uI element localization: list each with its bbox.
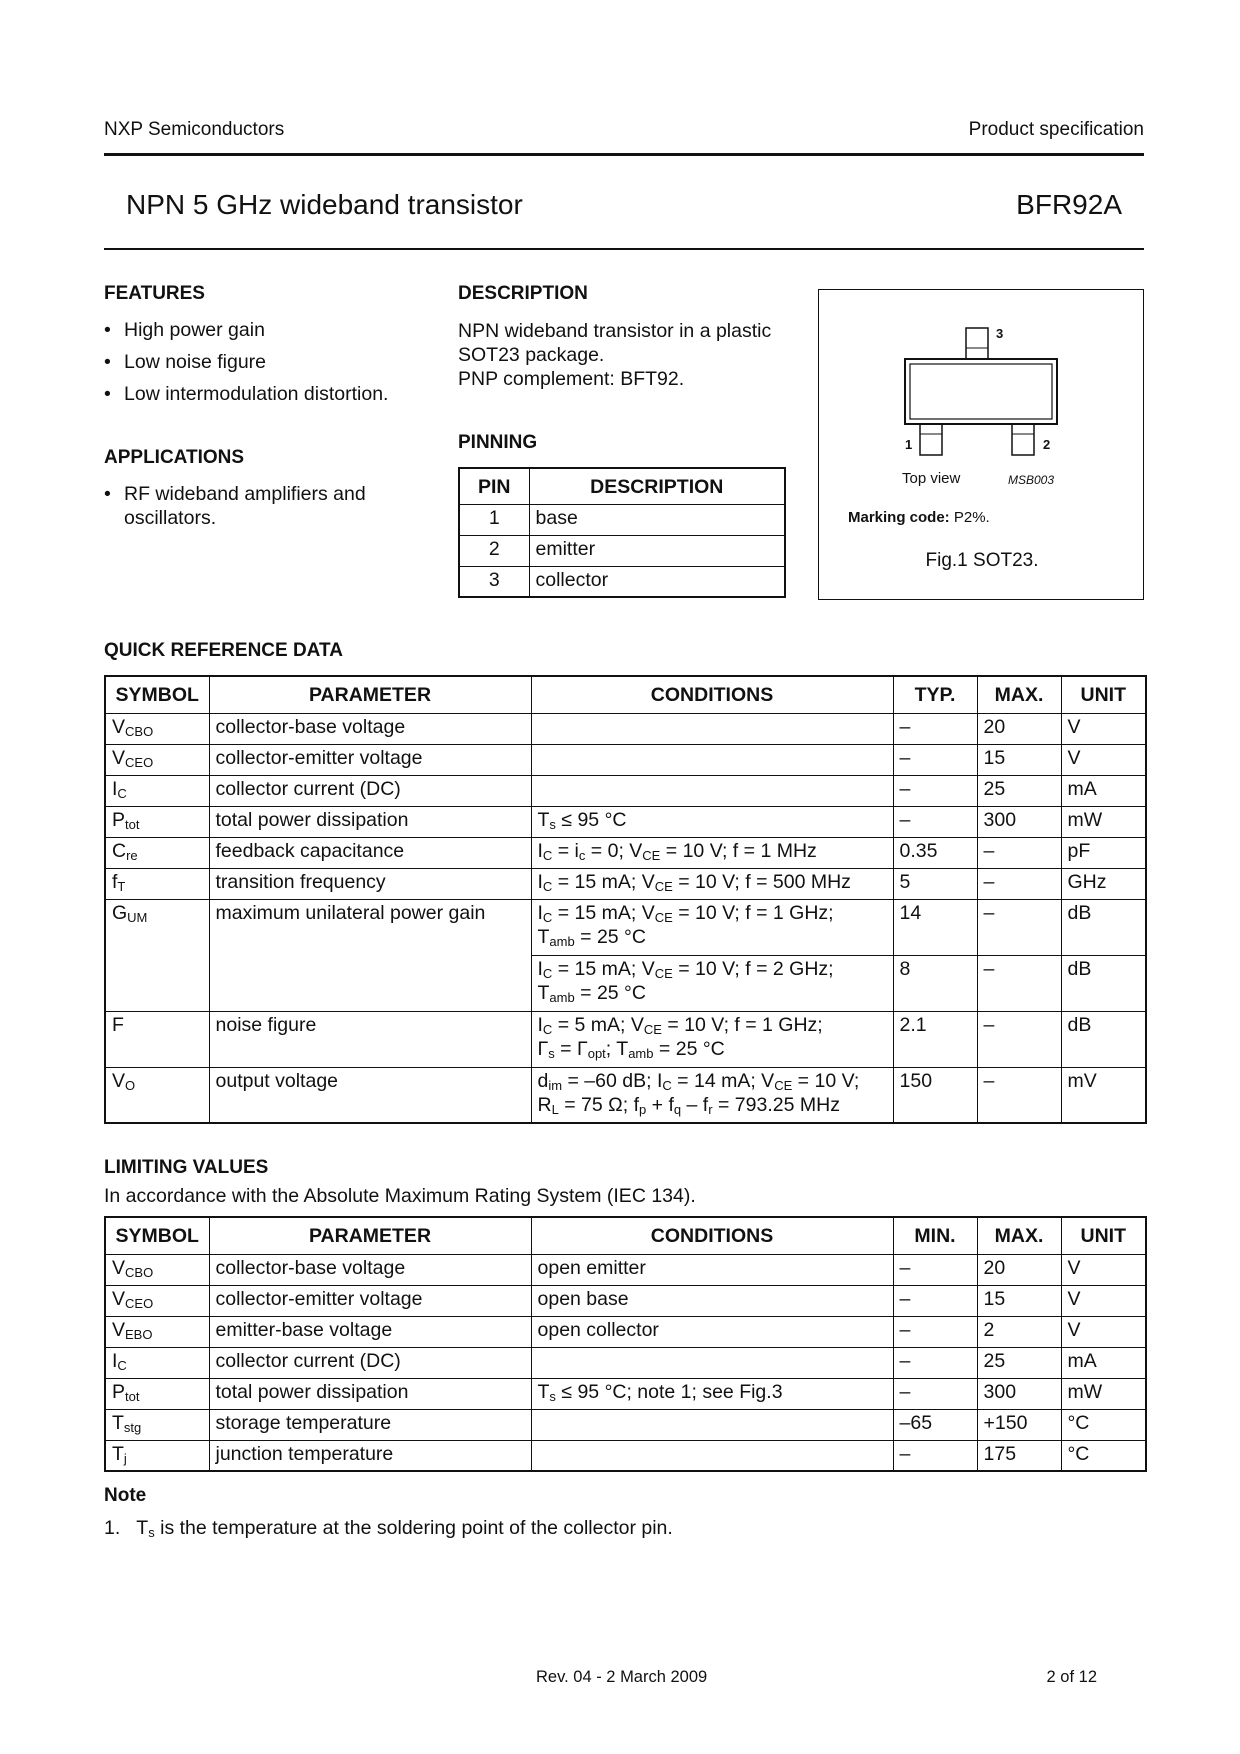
conditions: open base	[531, 1285, 893, 1316]
table-row	[105, 1316, 1146, 1347]
max-value: 300	[977, 1378, 1061, 1409]
max-value: 15	[977, 744, 1061, 775]
pin-1-label: 1	[905, 437, 913, 452]
pinning-table	[458, 467, 786, 598]
max-value: –	[977, 837, 1061, 868]
limiting-values-intro: In accordance with the Absolute Maximum Rating System (IEC 134).	[104, 1185, 696, 1207]
description-text	[458, 319, 771, 391]
list-item: • RF wideband amplifiers and oscillators.	[104, 482, 394, 530]
table-row	[105, 1067, 1146, 1123]
col-conditions: CONDITIONS	[531, 676, 893, 713]
pin-description: base	[529, 504, 785, 535]
parameter: emitter-base voltage	[209, 1316, 531, 1347]
max-value: 20	[977, 713, 1061, 744]
unit: dB	[1061, 1011, 1146, 1067]
symbol: $T_j$	[105, 1440, 209, 1471]
typ-value: 8	[893, 955, 977, 1011]
symbol: $T_{stg}$	[105, 1409, 209, 1440]
max-value: +150	[977, 1409, 1061, 1440]
max-value: 25	[977, 1347, 1061, 1378]
parameter: noise figure	[209, 1011, 531, 1067]
symbol: $C_{re}$	[105, 837, 209, 868]
symbol: $I_C$	[105, 775, 209, 806]
conditions: $I_C = 15$ mA; $V_{CE} = 10$ V; f = 2 GHz; $T_{amb} = 25$ °C	[531, 955, 893, 1011]
conditions: $d_{im} = -60$ dB; $I_C = 14$ mA; $V_{CE} = 10$ V; $R_L = 75$ Ω; $f_p + f_q - f_r = 793.25$ MHz	[531, 1067, 893, 1123]
conditions: open collector	[531, 1316, 893, 1347]
table-header-row	[459, 468, 785, 504]
parameter: feedback capacitance	[209, 837, 531, 868]
col-pin: PIN	[459, 468, 529, 504]
unit: mW	[1061, 806, 1146, 837]
table-row	[105, 1285, 1146, 1316]
max-value: –	[977, 1011, 1061, 1067]
symbol: $G_{UM}$	[105, 899, 209, 1011]
unit: °C	[1061, 1409, 1146, 1440]
table-row	[105, 1011, 1146, 1067]
conditions	[531, 1440, 893, 1471]
pin-number: 3	[459, 566, 529, 597]
max-value: 20	[977, 1254, 1061, 1285]
table-row	[105, 837, 1146, 868]
conditions	[531, 775, 893, 806]
typ-value: 14	[893, 899, 977, 955]
max-value: 15	[977, 1285, 1061, 1316]
unit: V	[1061, 744, 1146, 775]
pin-number: 2	[459, 535, 529, 566]
parameter: output voltage	[209, 1067, 531, 1123]
min-value: –	[893, 1285, 977, 1316]
features-list	[104, 318, 424, 406]
parameter: total power dissipation	[209, 1378, 531, 1409]
marking-code-value: P2%.	[953, 509, 990, 526]
parameter: maximum unilateral power gain	[209, 899, 531, 1011]
pin-2-label: 2	[1043, 437, 1051, 452]
top-view-label: Top view	[902, 470, 961, 487]
unit: dB	[1061, 955, 1146, 1011]
symbol: F	[105, 1011, 209, 1067]
unit: °C	[1061, 1440, 1146, 1471]
pinning-heading: PINNING	[458, 432, 538, 453]
max-value: –	[977, 868, 1061, 899]
limiting-values-heading: LIMITING VALUES	[104, 1157, 269, 1178]
unit: V	[1061, 1285, 1146, 1316]
conditions	[531, 1409, 893, 1440]
typ-value: 2.1	[893, 1011, 977, 1067]
typ-value: –	[893, 775, 977, 806]
parameter: collector-emitter voltage	[209, 744, 531, 775]
conditions	[531, 1347, 893, 1378]
typ-value: –	[893, 744, 977, 775]
parameter: junction temperature	[209, 1440, 531, 1471]
conditions: $T_s \le 95$ °C	[531, 806, 893, 837]
description-heading: DESCRIPTION	[458, 283, 588, 304]
max-value: 25	[977, 775, 1061, 806]
col-unit: UNIT	[1061, 676, 1146, 713]
table-row	[105, 806, 1146, 837]
typ-value: 0.35	[893, 837, 977, 868]
table-header-row	[105, 676, 1146, 713]
col-parameter: PARAMETER	[209, 676, 531, 713]
table-row	[105, 744, 1146, 775]
unit: mA	[1061, 775, 1146, 806]
symbol: $V_{CEO}$	[105, 1285, 209, 1316]
unit: V	[1061, 1316, 1146, 1347]
symbol: $f_T$	[105, 868, 209, 899]
parameter: collector-emitter voltage	[209, 1285, 531, 1316]
conditions: open emitter	[531, 1254, 893, 1285]
note-1: 1. $T_s$ is the temperature at the soldering point of the collector pin.	[104, 1517, 673, 1540]
marking-code	[848, 509, 990, 526]
max-value: 175	[977, 1440, 1061, 1471]
min-value: –	[893, 1254, 977, 1285]
qrd-heading: QUICK REFERENCE DATA	[104, 640, 343, 661]
symbol: $V_{EBO}$	[105, 1316, 209, 1347]
symbol: $P_{tot}$	[105, 1378, 209, 1409]
conditions: $I_C = 15$ mA; $V_{CE} = 10$ V; f = 500 MHz	[531, 868, 893, 899]
max-value: –	[977, 955, 1061, 1011]
table-header-row	[105, 1217, 1146, 1254]
col-max: MAX.	[977, 676, 1061, 713]
col-conditions: CONDITIONS	[531, 1217, 893, 1254]
symbol: $P_{tot}$	[105, 806, 209, 837]
max-value: 300	[977, 806, 1061, 837]
parameter: collector-base voltage	[209, 1254, 531, 1285]
symbol: $V_O$	[105, 1067, 209, 1123]
typ-value: 5	[893, 868, 977, 899]
table-row	[459, 504, 785, 535]
company-name: NXP Semiconductors	[104, 119, 285, 140]
typ-value: 150	[893, 1067, 977, 1123]
features-heading: FEATURES	[104, 283, 205, 304]
note-heading: Note	[104, 1485, 147, 1506]
min-value: –	[893, 1440, 977, 1471]
unit: V	[1061, 713, 1146, 744]
unit: mV	[1061, 1067, 1146, 1123]
table-row	[105, 1409, 1146, 1440]
pin-number: 1	[459, 504, 529, 535]
table-row	[105, 868, 1146, 899]
document-type: Product specification	[968, 119, 1144, 140]
description-line: PNP complement: BFT92.	[458, 368, 685, 390]
unit: mW	[1061, 1378, 1146, 1409]
table-row	[105, 899, 1146, 955]
part-number: BFR92A	[1016, 189, 1122, 220]
unit: GHz	[1061, 868, 1146, 899]
col-max: MAX.	[977, 1217, 1061, 1254]
pin-3-label: 3	[996, 326, 1004, 341]
figure-sot23	[818, 289, 1144, 600]
parameter: storage temperature	[209, 1409, 531, 1440]
applications-heading: APPLICATIONS	[104, 447, 245, 468]
parameter: collector-base voltage	[209, 713, 531, 744]
description-line: SOT23 package.	[458, 344, 605, 366]
table-row	[105, 713, 1146, 744]
page-number: 2 of 12	[1046, 1668, 1097, 1686]
table-row	[105, 1347, 1146, 1378]
note-number: 1.	[104, 1517, 121, 1539]
table-row	[105, 1378, 1146, 1409]
list-item: • Low noise figure	[104, 350, 424, 374]
table-row	[105, 775, 1146, 806]
parameter: transition frequency	[209, 868, 531, 899]
package-body-inner	[910, 364, 1052, 419]
parameter: collector current (DC)	[209, 1347, 531, 1378]
revision-date: Rev. 04 - 2 March 2009	[536, 1668, 708, 1686]
col-min: MIN.	[893, 1217, 977, 1254]
parameter: collector current (DC)	[209, 775, 531, 806]
min-value: –	[893, 1316, 977, 1347]
col-symbol: SYMBOL	[105, 676, 209, 713]
min-value: –	[893, 1378, 977, 1409]
conditions: $I_C = i_c = 0$; $V_{CE} = 10$ V; f = 1 MHz	[531, 837, 893, 868]
pin-2-lead	[1012, 424, 1034, 455]
list-item: • Low intermodulation distortion.	[104, 382, 424, 406]
conditions	[531, 713, 893, 744]
unit: pF	[1061, 837, 1146, 868]
drawing-code: MSB003	[1008, 473, 1055, 487]
table-row	[105, 1440, 1146, 1471]
unit: V	[1061, 1254, 1146, 1285]
table-row	[459, 566, 785, 597]
header-rule	[104, 153, 1144, 156]
product-title: NPN 5 GHz wideband transistor	[126, 189, 523, 220]
symbol: $V_{CEO}$	[105, 744, 209, 775]
max-value: 2	[977, 1316, 1061, 1347]
conditions: $T_s \le 95$ °C; note 1; see Fig.3	[531, 1378, 893, 1409]
symbol: $V_{CBO}$	[105, 1254, 209, 1285]
symbol: $I_C$	[105, 1347, 209, 1378]
typ-value: –	[893, 806, 977, 837]
pin-description: emitter	[529, 535, 785, 566]
conditions: $I_C = 5$ mA; $V_{CE} = 10$ V; f = 1 GHz; $\Gamma_s = \Gamma_{opt}$; $T_{amb} = 25$ °C	[531, 1011, 893, 1067]
conditions: $I_C = 15$ mA; $V_{CE} = 10$ V; f = 1 GHz; $T_{amb} = 25$ °C	[531, 899, 893, 955]
pin-description: collector	[529, 566, 785, 597]
conditions	[531, 744, 893, 775]
description-line: NPN wideband transistor in a plastic	[458, 320, 772, 342]
max-value: –	[977, 899, 1061, 955]
package-body	[905, 359, 1057, 424]
table-row	[105, 1254, 1146, 1285]
unit: dB	[1061, 899, 1146, 955]
max-value: –	[977, 1067, 1061, 1123]
pin-1-lead	[920, 424, 942, 455]
col-unit: UNIT	[1061, 1217, 1146, 1254]
min-value: –	[893, 1347, 977, 1378]
col-typ: TYP.	[893, 676, 977, 713]
symbol: $V_{CBO}$	[105, 713, 209, 744]
col-description: DESCRIPTION	[529, 468, 785, 504]
marking-code-label: Marking code:	[848, 509, 950, 526]
min-value: –65	[893, 1409, 977, 1440]
title-rule	[104, 248, 1144, 250]
table-row	[459, 535, 785, 566]
pin-3-lead	[966, 328, 988, 359]
quick-reference-table	[104, 675, 1147, 1124]
typ-value: –	[893, 713, 977, 744]
figure-caption: Fig.1 SOT23.	[925, 550, 1039, 571]
col-symbol: SYMBOL	[105, 1217, 209, 1254]
col-parameter: PARAMETER	[209, 1217, 531, 1254]
applications-list	[104, 482, 394, 530]
parameter: total power dissipation	[209, 806, 531, 837]
list-item: • High power gain	[104, 318, 424, 342]
limiting-values-table	[104, 1216, 1147, 1472]
unit: mA	[1061, 1347, 1146, 1378]
